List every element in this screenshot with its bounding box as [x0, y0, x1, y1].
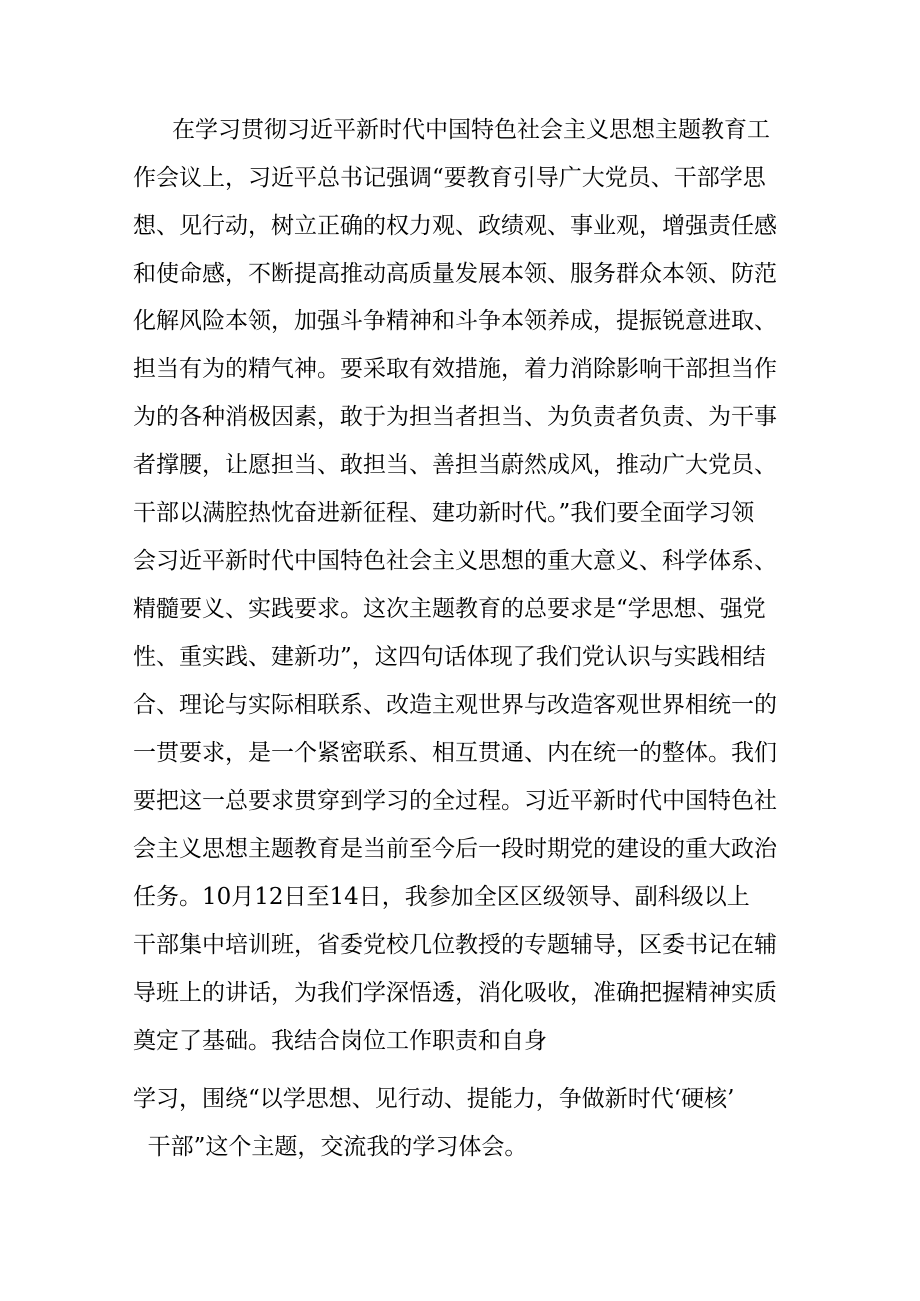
text-line: 任务。10月12日至14日，我参加全区区级领导、副科级以上: [133, 884, 750, 910]
text-line: 要把这一总要求贯穿到学习的全过程。习近平新时代中国特色社: [133, 788, 777, 814]
text-line: 性、重实践、建新功”，这四句话体现了我们党认识与实践相结: [133, 644, 766, 670]
text-line: 学习，围绕“以学思想、见行动、提能力，争做新时代‘硬核’: [133, 1086, 735, 1112]
text-line: 在学习贯彻习近平新时代中国特色社会主义思想主题教育工: [172, 117, 770, 143]
text-line: 和使命感，不断提高推动高质量发展本领、服务群众本领、防范: [133, 261, 777, 287]
text-line: 会习近平新时代中国特色社会主义思想的重大意义、科学体系、: [133, 548, 777, 574]
text-line: 干部”这个主题，交流我的学习体会。: [133, 1134, 528, 1160]
text-line: 担当有为的精气神。要采取有效措施，着力消除影响干部担当作: [133, 356, 777, 382]
text-line: 者撑腰，让愿担当、敢担当、善担当蔚然成风，推动广大党员、: [133, 452, 777, 478]
text-line: 合、理论与实际相联系、改造主观世界与改造客观世界相统一的: [133, 692, 777, 718]
text-line: 奠定了基础。我结合岗位工作职责和自身: [133, 1028, 547, 1054]
text-line: 会主义思想主题教育是当前至今后一段时期党的建设的重大政治: [133, 836, 777, 862]
text-line: 化解风险本领，加强斗争精神和斗争本领养成，提振锐意进取、: [133, 308, 777, 334]
text-line: 干部集中培训班，省委党校几位教授的专题辅导，区委书记在辅: [133, 932, 777, 958]
text-line: 一贯要求，是一个紧密联系、相互贯通、内在统一的整体。我们: [133, 740, 777, 766]
text-line: 为的各种消极因素，敢于为担当者担当、为负责者负责、为干事: [133, 404, 777, 430]
text-line: 想、见行动，树立正确的权力观、政绩观、事业观，增强责任感: [133, 213, 777, 239]
text-line: 作会议上，习近平总书记强调“要教育引导广大党员、干部学思: [133, 165, 766, 191]
text-line: 精髓要义、实践要求。这次主题教育的总要求是“学思想、强党: [133, 596, 766, 622]
text-line: 干部以满腔热忱奋进新征程、建功新时代。”我们要全面学习领: [133, 500, 755, 526]
text-line: 导班上的讲话，为我们学深悟透，消化吸收，准确把握精神实质: [133, 980, 777, 1006]
